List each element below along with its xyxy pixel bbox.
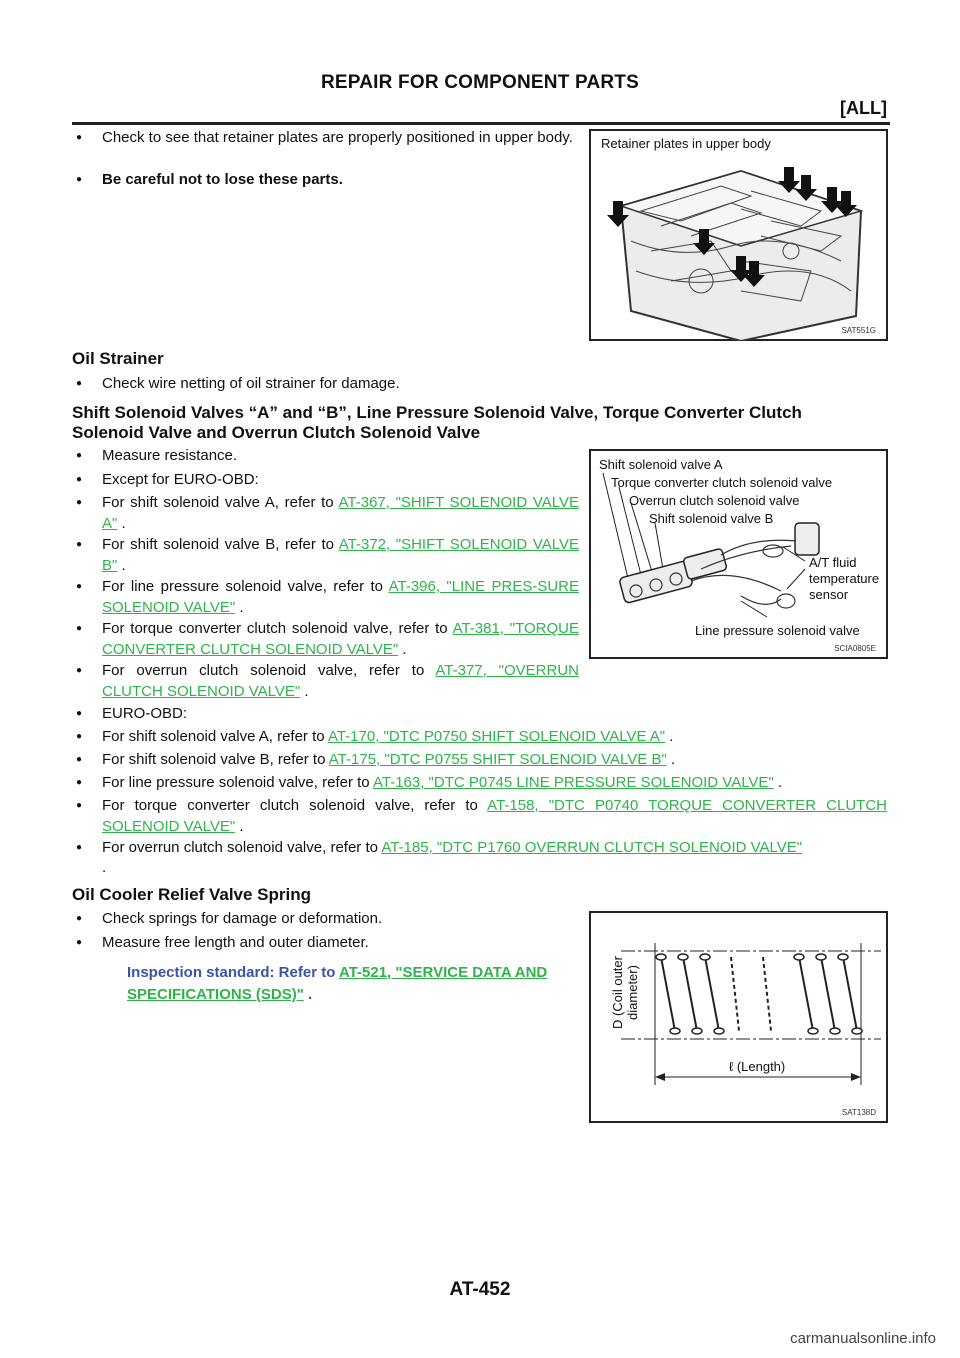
- figure-spring-code: SAT138D: [841, 1108, 876, 1117]
- link-at-158[interactable]: AT-158, "DTC P0740 TORQUE CONVERTER CLUTCH SOLENOID VALVE": [102, 797, 887, 835]
- label-coil-outer-diameter-2: diameter): [624, 965, 640, 1020]
- bullet-euro-line-pressure: ● For line pressure solenoid valve, refer to AT-163, "DTC P0745 LINE PRESSURE SOLENOID VALVE" .: [72, 772, 887, 793]
- link-at-367[interactable]: AT-367, "SHIFT SOLENOID VALVE A": [102, 494, 579, 532]
- bullet-retainer-caution: ● Be careful not to lose these parts.: [72, 169, 579, 190]
- label-line-pressure-valve: Line pressure solenoid valve: [695, 623, 860, 638]
- page-number: AT-452: [449, 1279, 511, 1300]
- link-at-163[interactable]: AT-163, "DTC P0745 LINE PRESSURE SOLENOID VALVE": [372, 774, 774, 791]
- label-shift-valve-b: Shift solenoid valve B: [649, 511, 774, 526]
- label-fluid-sensor-3: sensor: [809, 587, 849, 602]
- link-at-372[interactable]: AT-372, "SHIFT SOLENOID VALVE B": [102, 536, 579, 574]
- label-coil-outer-diameter-1: D (Coil outer: [609, 956, 625, 1029]
- bullet-torque-converter: ● For torque converter clutch solenoid valve, refer to AT-381, "TORQUE CONVERTER CLUTCH SOLENOID VALVE" .: [72, 618, 579, 660]
- watermark: carmanualsonline.info: [790, 1330, 936, 1347]
- link-at-521[interactable]: AT-521, "SERVICE DATA AND SPECIFICATIONS (SDS)": [127, 964, 548, 1003]
- heading-solenoid-line1: Shift Solenoid Valves “A” and “B”, Line Pressure Solenoid Valve, Torque Converter Clutch: [72, 403, 802, 422]
- heading-relief-spring: Oil Cooler Relief Valve Spring: [72, 885, 312, 904]
- bullet-euro-obd: ● EURO-OBD:: [72, 703, 887, 724]
- trailing-period: .: [102, 859, 107, 876]
- bullet-shift-b: ● For shift solenoid valve B, refer to AT-372, "SHIFT SOLENOID VALVE B" .: [72, 534, 579, 576]
- link-at-175[interactable]: AT-175, "DTC P0755 SHIFT SOLENOID VALVE B": [328, 751, 667, 768]
- header-rule: [72, 122, 890, 125]
- bullet-overrun: ● For overrun clutch solenoid valve, refer to AT-377, "OVERRUN CLUTCH SOLENOID VALVE" .: [72, 660, 579, 702]
- inspection-standard: Inspection standard: Refer to AT-521, "SERVICE DATA AND SPECIFICATIONS (SDS)" .: [127, 964, 548, 1003]
- bullet-line-pressure: ● For line pressure solenoid valve, refer to AT-396, "LINE PRES-SURE SOLENOID VALVE" .: [72, 576, 579, 618]
- bullet-check-springs: ● Check springs for damage or deformation.: [72, 908, 579, 929]
- bullet-euro-torque-converter: ● For torque converter clutch solenoid valve, refer to AT-158, "DTC P0740 TORQUE CONVERTER CLUTCH SOLENOID VALVE" .: [72, 795, 887, 837]
- bullet-euro-shift-b: ● For shift solenoid valve B, refer to AT-175, "DTC P0755 SHIFT SOLENOID VALVE B" .: [72, 749, 887, 770]
- bullet-shift-a: ● For shift solenoid valve A, refer to AT-367, "SHIFT SOLENOID VALVE A" .: [72, 492, 579, 534]
- figure-retainer-code: SAT551G: [841, 326, 876, 335]
- label-overrun-valve: Overrun clutch solenoid valve: [629, 493, 800, 508]
- bullet-measure-resistance: ● Measure resistance.: [72, 445, 579, 466]
- link-at-185[interactable]: AT-185, "DTC P1760 OVERRUN CLUTCH SOLENOID VALVE": [381, 839, 803, 856]
- page-header-tag: [ALL]: [840, 98, 887, 118]
- link-at-377[interactable]: AT-377, "OVERRUN CLUTCH SOLENOID VALVE": [102, 662, 579, 700]
- label-spring-length: ℓ (Length): [729, 1059, 786, 1074]
- label-fluid-sensor-1: A/T fluid: [809, 555, 857, 570]
- figure-retainer-plates: [589, 129, 888, 341]
- valve-body-illustration: [591, 151, 886, 341]
- figure-retainer-caption: Retainer plates in upper body: [601, 136, 771, 151]
- figure-solenoid-code: SCIA0805E: [834, 644, 876, 653]
- heading-oil-strainer: Oil Strainer: [72, 349, 164, 368]
- figure-solenoid-valves: [589, 449, 888, 659]
- label-shift-valve-a: Shift solenoid valve A: [599, 457, 723, 472]
- link-at-170[interactable]: AT-170, "DTC P0750 SHIFT SOLENOID VALVE A": [327, 728, 666, 745]
- bullet-oil-strainer: ● Check wire netting of oil strainer for damage.: [72, 373, 887, 394]
- bullet-euro-overrun: ● For overrun clutch solenoid valve, refer to AT-185, "DTC P1760 OVERRUN CLUTCH SOLENOID VALVE": [72, 837, 887, 858]
- heading-solenoid-line2: Solenoid Valve and Overrun Clutch Solenoid Valve: [72, 423, 481, 442]
- label-tcc-valve: Torque converter clutch solenoid valve: [611, 475, 833, 490]
- bullet-measure-length: ● Measure free length and outer diameter.: [72, 932, 579, 953]
- link-at-381[interactable]: AT-381, "TORQUE CONVERTER CLUTCH SOLENOID VALVE": [102, 620, 579, 658]
- bullet-except-euro-obd: ● Except for EURO-OBD:: [72, 469, 579, 490]
- label-fluid-sensor-2: temperature: [809, 571, 880, 586]
- link-at-396[interactable]: AT-396, "LINE PRES-SURE SOLENOID VALVE": [102, 578, 579, 616]
- figure-relief-spring: [589, 911, 888, 1123]
- bullet-retainer-check: ● Check to see that retainer plates are properly positioned in upper body.: [72, 127, 579, 148]
- page-header-title: REPAIR FOR COMPONENT PARTS: [320, 72, 639, 93]
- bullet-euro-shift-a: ● For shift solenoid valve A, refer to AT-170, "DTC P0750 SHIFT SOLENOID VALVE A" .: [72, 726, 887, 747]
